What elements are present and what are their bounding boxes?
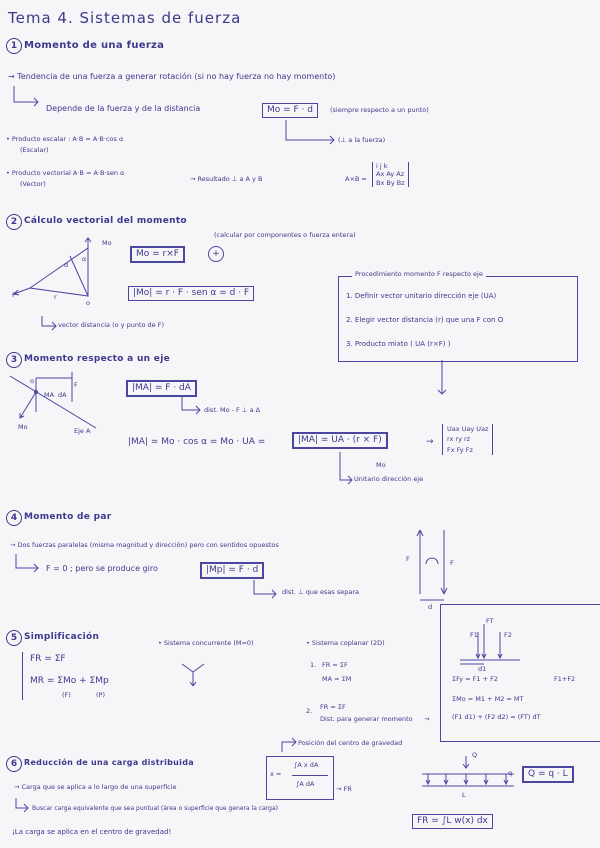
s3-det-row: Fx Fy Fz	[447, 445, 473, 454]
s4-line1: → Dos fuerzas paralelas (misma magnitud y dirección) pero con sentidos opuestos	[10, 541, 279, 549]
s2-a-label: α	[82, 255, 87, 263]
s1-matrix-row: Bx By Bz	[376, 178, 405, 187]
s2-procedure-step: 2. Elegir vector distancia (r) que una F con O	[346, 316, 504, 324]
s6-xbar: x =	[270, 770, 282, 778]
s3-formula1-box: |MA| = F · dA	[126, 380, 197, 397]
s4-line2: F = 0 ; pero se produce giro	[46, 564, 158, 573]
s4-f1-label: F	[406, 555, 410, 563]
s1-formula-note: (siempre respecto a un punto)	[330, 106, 429, 114]
s6-q-small: q	[508, 769, 513, 777]
s5-c2b: Dist. para generar momento	[320, 715, 413, 723]
s5-f-tag: (F)	[62, 691, 71, 699]
s1-matrix	[372, 162, 409, 187]
s2-mo-label: Mo	[102, 239, 112, 247]
s4-note: dist. ⊥ que esas separa	[282, 588, 360, 596]
s1-vectorial: • Producto vectorial A·B = A·B·sen α	[6, 169, 125, 177]
s2-procedure-step: 1. Definir vector unitario dirección eje (UA)	[346, 292, 497, 300]
s2-plus-icon: +	[208, 246, 224, 262]
s4-d-label: d	[428, 603, 433, 611]
s2-note: (calcular por componentes o fuerza entera)	[214, 231, 356, 239]
s5-c2-arrow: →	[424, 715, 430, 723]
s5-mr: MR = ΣMo + ΣMp	[30, 676, 109, 686]
section-1-number: 1	[6, 38, 22, 54]
s4-note-arrow-icon	[252, 580, 282, 608]
s1-escalar-tag: (Escalar)	[20, 146, 49, 154]
s4-arrow-icon	[14, 554, 44, 584]
s3-mo-under: Mo	[376, 461, 386, 469]
s5-eq: (F1 d1) + (F2 d2) = (FT) dT	[452, 713, 541, 721]
s3-da-label: dA	[58, 391, 67, 399]
s5-coplanar: • Sistema coplanar (2D)	[306, 639, 385, 647]
s6-xnum: ∫A x dA	[294, 761, 319, 769]
s5-p-tag: (P)	[96, 691, 105, 699]
s3-det-row: Uax Uay Uaz	[447, 425, 489, 433]
s3-unit-arrow-icon	[338, 452, 378, 492]
s3-unit-note: Unitario dirección eje	[354, 475, 424, 483]
s5-sum-m: ΣMo = M1 + M2 = MT	[452, 695, 524, 703]
s1-line2: Depende de la fuerza y de la distancia	[46, 104, 201, 113]
s3-note1: dist. Mo - F ⊥ a Δ	[204, 406, 261, 414]
s1-matrix-row: Ax Ay Az	[376, 170, 405, 179]
s4-couple-diagram	[414, 530, 454, 610]
s3-determinant	[442, 424, 493, 455]
s5-concurrent-icon	[178, 660, 208, 690]
section-5-number: 5	[6, 630, 22, 646]
s6-fr-formula-box: FR = ∫L w(x) dx	[412, 814, 493, 829]
s6-l-label: L	[462, 791, 466, 799]
s5-beam-diagram	[456, 617, 536, 670]
s5-c1a: FR = ΣF	[322, 661, 348, 669]
section-6-heading: Reducción de una carga distribuida	[24, 758, 194, 767]
s2-procedure-title: Procedimiento momento F respecto eje	[352, 271, 486, 278]
s6-line1-text: Carga que se aplica a lo largo de una superficie	[21, 783, 177, 791]
s2-formula1-box: Mo = r×F	[130, 246, 185, 263]
s2-d-label: d	[64, 261, 69, 269]
s3-formula3-box: |MA| = UA · (r × F)	[292, 432, 388, 449]
s1-arrow-icon	[12, 84, 42, 114]
s1-perp-note: (⊥ a la fuerza)	[338, 136, 386, 144]
s3-arrow-right: →	[426, 437, 434, 447]
s6-pos-arrow-icon	[280, 738, 300, 758]
s5-c1-num: 1.	[310, 661, 317, 669]
s2-procedure-step: 3. Producto mixto ( UA (r×F) )	[346, 340, 451, 348]
s6-xden: ∫A dA	[296, 780, 315, 788]
s5-brace	[22, 652, 26, 700]
section-5-heading: Simplificación	[24, 632, 100, 642]
s3-eje-label: Eje A	[74, 427, 91, 435]
s2-vec-arrow-icon	[40, 316, 60, 336]
section-2-heading: Cálculo vectorial del momento	[24, 216, 187, 226]
s5-sum-f: ΣFy = F1 + F2	[452, 675, 499, 683]
s2-formula2-box: |Mo| = r · F · sen α = d · F	[128, 286, 254, 301]
s5-concurrente: • Sistema concurrente (M=0)	[158, 639, 254, 647]
s6-line3: ¡La carga se aplica en el centro de gravedad!	[12, 828, 172, 836]
s1-resultado-text: Resultado ⊥ a A y B	[197, 175, 263, 183]
s2-triangle-diagram	[10, 238, 110, 318]
s3-ma-label: MA	[44, 391, 55, 399]
s1-matrix-row: i j k	[376, 162, 388, 170]
s6-arrow-icon	[14, 798, 34, 818]
s4-formula-box: |Mp| = F · d	[200, 562, 264, 579]
section-1-heading: Momento de una fuerza	[24, 40, 165, 51]
s6-fr-arrow: → FR	[336, 785, 352, 793]
s5-f1-label: F1	[470, 631, 478, 639]
s5-c2a: FR = ΣF	[320, 703, 346, 711]
s5-fr: FR = ΣF	[30, 654, 66, 664]
s3-det-row: rx ry rz	[447, 435, 471, 444]
s2-procedure-arrow-icon	[437, 360, 447, 400]
s1-resultado: → Resultado ⊥ a A y B	[190, 175, 263, 183]
s1-formula-box: Mo = F · d	[262, 103, 318, 118]
s2-o-label: o	[86, 299, 90, 307]
s3-f-label: F	[74, 381, 78, 389]
section-3-heading: Momento respecto a un eje	[24, 354, 170, 364]
s2-f-label: F	[12, 291, 16, 299]
s3-mo-label: Mo	[18, 423, 28, 431]
section-6-number: 6	[6, 756, 22, 772]
section-4-number: 4	[6, 510, 22, 526]
s2-vec-note: vector distancia (o y punto de F)	[58, 321, 164, 329]
s1-vectorial-tag: (Vector)	[20, 180, 46, 188]
s6-fr-arrow-label: FR	[343, 785, 352, 793]
s4-line1-text: Dos fuerzas paralelas (misma magnitud y dirección) pero con sentidos opuestos	[17, 541, 279, 549]
s5-c1b: MA = ΣM	[322, 675, 352, 683]
page-title: Tema 4. Sistemas de fuerza	[8, 9, 242, 27]
s5-c2-num: 2.	[306, 707, 313, 715]
s5-f1f2: F1+F2	[554, 675, 576, 683]
s5-ft-label: FT	[486, 617, 494, 625]
s3-formula2: |MA| = Mo · cos α = Mo · UA =	[128, 437, 266, 447]
s3-o-label: o	[30, 377, 34, 385]
s6-line2: Buscar carga equivalente que sea puntual (área o superficie que genera la carga)	[32, 805, 278, 812]
s4-f2-label: F	[450, 559, 454, 567]
section-2-number: 2	[6, 214, 22, 230]
s6-q-label: Q	[472, 751, 478, 759]
s1-line1-text: Tendencia de una fuerza a generar rotación (si no hay fuerza no hay momento)	[17, 72, 336, 81]
s1-line1: → Tendencia de una fuerza a generar rotación (si no hay fuerza no hay momento)	[8, 72, 336, 81]
s6-fraction-line	[292, 775, 328, 776]
section-4-heading: Momento de par	[24, 512, 112, 522]
s5-d1-label: d1	[478, 665, 487, 673]
s5-f2-label: F2	[504, 631, 512, 639]
s2-r-label: r	[54, 293, 57, 301]
s1-escalar: • Producto escalar : A·B = A·B·cos α	[6, 135, 124, 143]
s6-pos-note: Posición del centro de gravedad	[298, 739, 403, 747]
s1-axb: A×B =	[345, 175, 367, 183]
s6-line1: → Carga que se aplica a lo largo de una superficie	[14, 783, 177, 791]
section-3-number: 3	[6, 352, 22, 368]
s6-q-formula-box: Q = q · L	[522, 766, 574, 783]
s1-perp-arrow-icon	[284, 118, 344, 148]
